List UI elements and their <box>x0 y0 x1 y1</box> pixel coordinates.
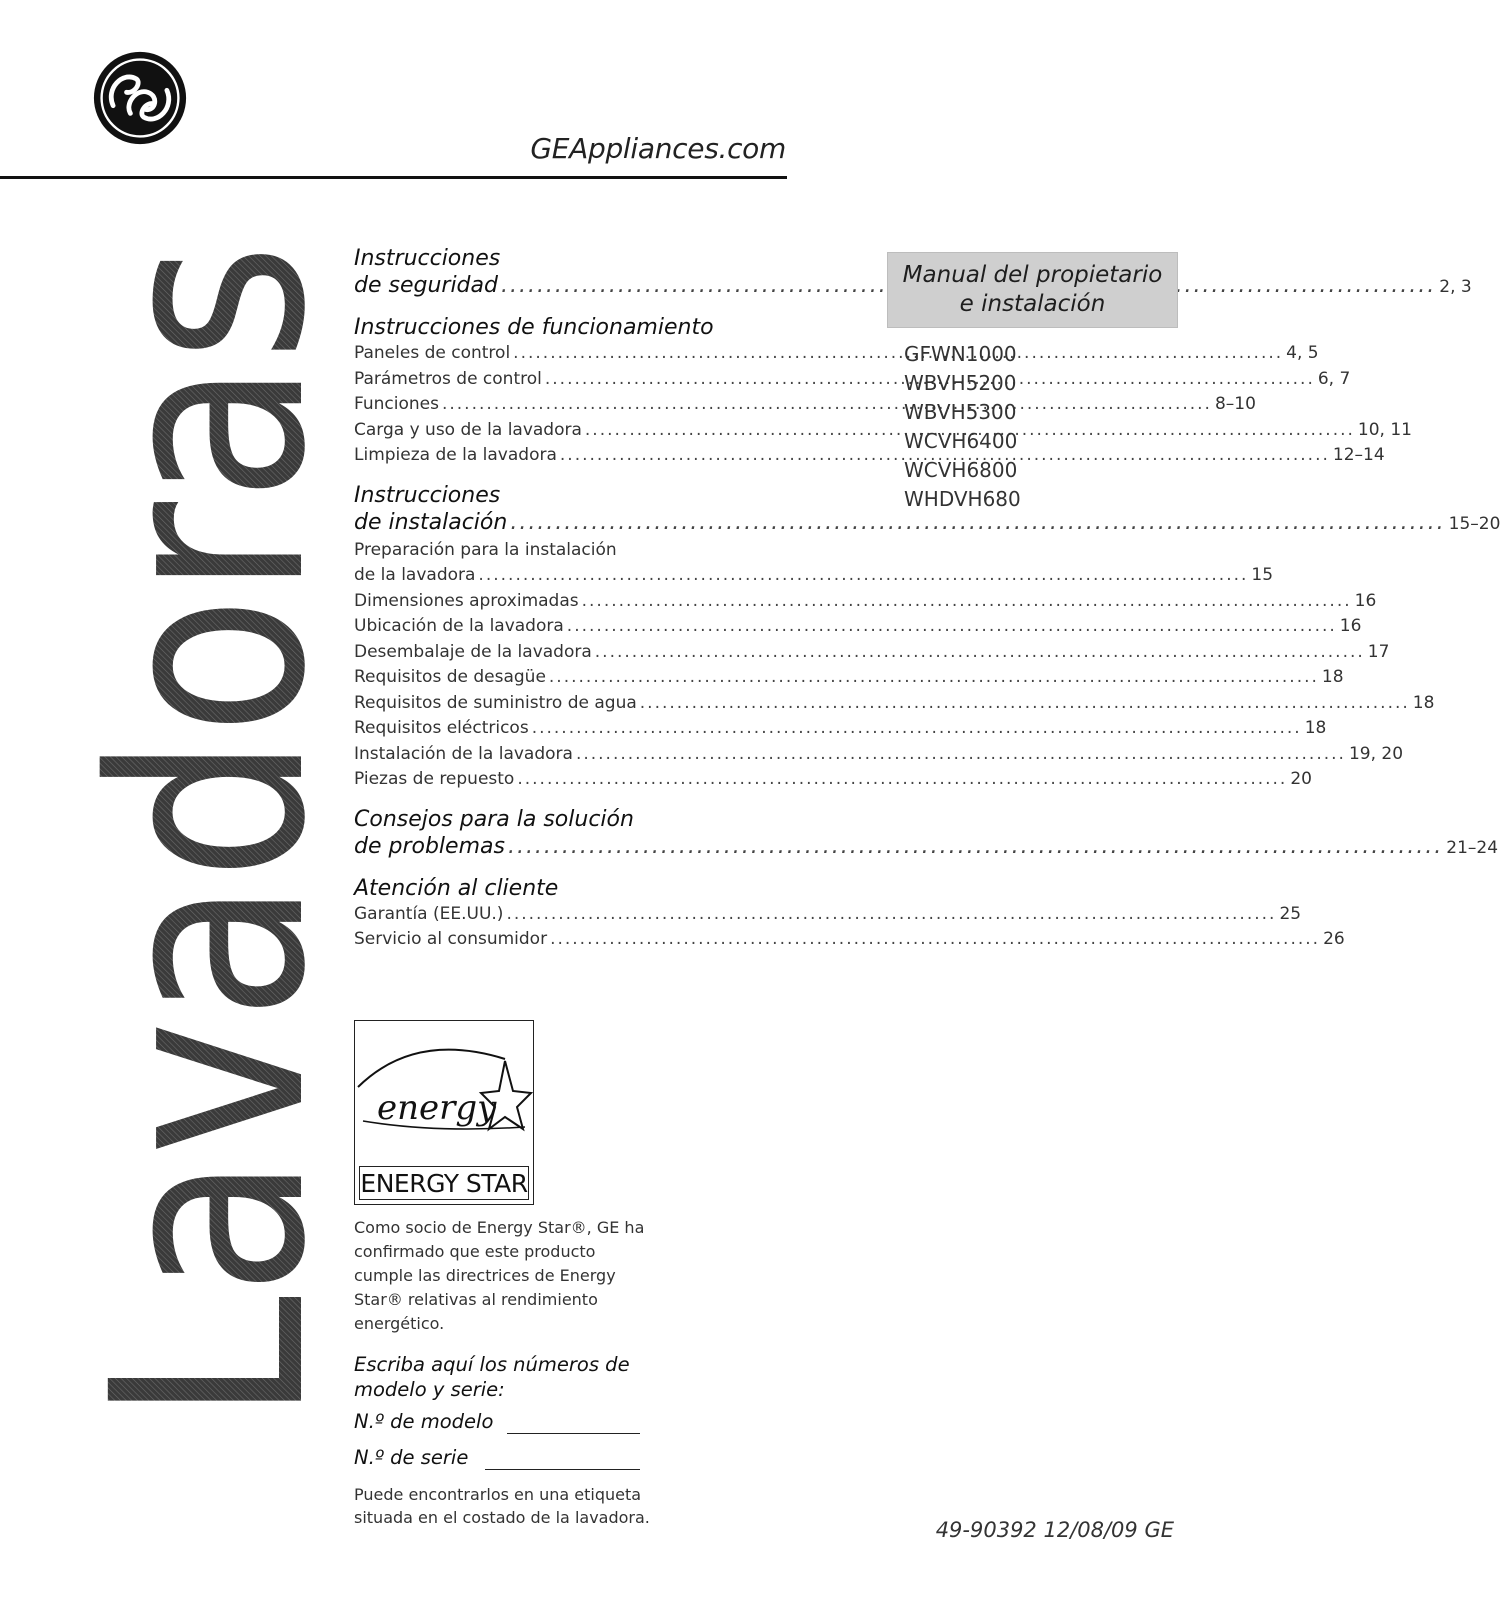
banner-line-2: e instalación <box>959 291 1106 317</box>
toc-entry[interactable]: Requisitos de desagüe ..... 18 <box>354 665 740 691</box>
page-ref: 8–10 <box>1214 394 1256 414</box>
page-ref: 18 <box>1321 667 1344 687</box>
vertical-title <box>56 54 364 1428</box>
toc-entry-continued: Preparación para la instalación <box>354 539 617 560</box>
page-ref: 26 <box>1323 929 1345 949</box>
model-number: GFWN1000 <box>904 342 1017 366</box>
model-list <box>904 340 1021 514</box>
toc-section-title: Consejos para la solución <box>354 806 634 832</box>
page-ref: 25 <box>1279 903 1302 924</box>
page-ref: 17 <box>1367 641 1390 662</box>
energy-star-logo <box>354 1020 534 1205</box>
serial-number-label: N.º de serie <box>354 1446 469 1469</box>
toc-entry[interactable]: Limpieza de la lavadora ..... 12–14 <box>354 443 740 469</box>
toc-entry[interactable]: Requisitos de suministro de agua ..... 18 <box>354 691 740 717</box>
manual-type-banner <box>887 252 1178 328</box>
toc-entry[interactable]: Desembalaje de la lavadora ..... 17 <box>354 640 740 666</box>
model-number: WHDVH680 <box>904 487 1021 511</box>
toc-section-title: Instrucciones de funcionamiento <box>354 315 714 340</box>
banner-line-1: Manual del propietario <box>902 262 1163 288</box>
document-code: 49-90392 12/08/09 GE <box>935 1518 1174 1542</box>
toc-troubleshooting <box>354 806 1499 862</box>
toc-entry[interactable]: Servicio al consumidor ..... 26 <box>354 927 740 953</box>
vertical-title-text: Lavadoras <box>56 54 364 1423</box>
energy-star-label: ENERGY STAR <box>359 1166 529 1200</box>
page-ref: 20 <box>1290 769 1312 789</box>
page-ref: 6, 7 <box>1317 368 1351 389</box>
toc-entry[interactable]: Piezas de repuesto ..... 20 <box>354 767 740 793</box>
page-ref: 12–14 <box>1332 445 1385 465</box>
page-ref: 19, 20 <box>1348 743 1404 764</box>
model-number-label: N.º de modelo <box>354 1410 494 1433</box>
page-ref: 16 <box>1354 590 1377 611</box>
page-ref: 18 <box>1412 692 1435 713</box>
page-ref: 15 <box>1251 565 1274 585</box>
model-number: WBVH5300 <box>904 400 1017 424</box>
header-rule <box>0 176 787 179</box>
model-number-blank[interactable] <box>507 1433 640 1434</box>
energy-star-note: Como socio de Energy Star®, GE ha confirmado que este producto cumple las directrices de Energy Star® relativas al rendimiento energético. <box>354 1218 645 1333</box>
toc-entry[interactable]: Garantía (EE.UU.) ..... 25 <box>354 902 740 928</box>
toc-section-title: Atención al cliente <box>354 875 559 901</box>
toc-entry[interactable]: de problemas ..... 21–24 <box>354 833 740 862</box>
toc-entry[interactable]: Ubicación de la lavadora ..... 16 <box>354 614 740 640</box>
toc-entry[interactable]: Paneles de control ..... 4, 5 <box>354 341 740 367</box>
toc-entry[interactable]: de la lavadora ..... 15 <box>354 563 740 589</box>
serial-number-blank[interactable] <box>485 1469 640 1470</box>
ge-monogram-logo <box>92 50 188 146</box>
toc-entry[interactable]: Requisitos eléctricos ..... 18 <box>354 716 740 742</box>
label-location-note: Puede encontrarlos en una etiqueta situada en el costado de la lavadora. <box>354 1485 650 1527</box>
toc-entry[interactable]: Dimensiones aproximadas ..... 16 <box>354 589 740 615</box>
toc-entry[interactable]: de seguridad ..... 2, 3 <box>354 272 740 301</box>
model-number: WBVH5200 <box>904 371 1017 395</box>
toc-entry[interactable]: Carga y uso de la lavadora ..... 10, 11 <box>354 418 740 444</box>
page-ref: 18 <box>1304 718 1327 738</box>
model-number: WCVH6400 <box>904 429 1018 453</box>
toc-entry[interactable]: Parámetros de control ..... 6, 7 <box>354 367 740 393</box>
site-url[interactable]: GEAppliances.com <box>530 132 786 165</box>
energy-star-icon <box>355 1021 532 1167</box>
page-ref: 2, 3 <box>1439 277 1472 297</box>
page-ref: 4, 5 <box>1286 343 1319 363</box>
page-ref: 16 <box>1339 616 1362 636</box>
energy-script: energy <box>377 1088 497 1128</box>
record-numbers-heading: Escriba aquí los números de modelo y serie: <box>354 1353 630 1401</box>
toc-section-title: Instrucciones <box>354 482 501 508</box>
toc-entry[interactable]: Funciones ..... 8–10 <box>354 392 740 418</box>
page-ref: 10, 11 <box>1357 419 1412 440</box>
page-ref: 15–20 <box>1448 513 1500 534</box>
toc-entry[interactable]: de instalación ..... 15–20 <box>354 509 740 538</box>
toc-customer <box>354 875 1345 953</box>
model-number: WCVH6800 <box>904 458 1018 482</box>
toc-entry[interactable]: Instalación de la lavadora ..... 19, 20 <box>354 742 740 768</box>
page-ref: 21–24 <box>1446 837 1499 858</box>
toc-section-title: Instrucciones <box>354 246 501 271</box>
